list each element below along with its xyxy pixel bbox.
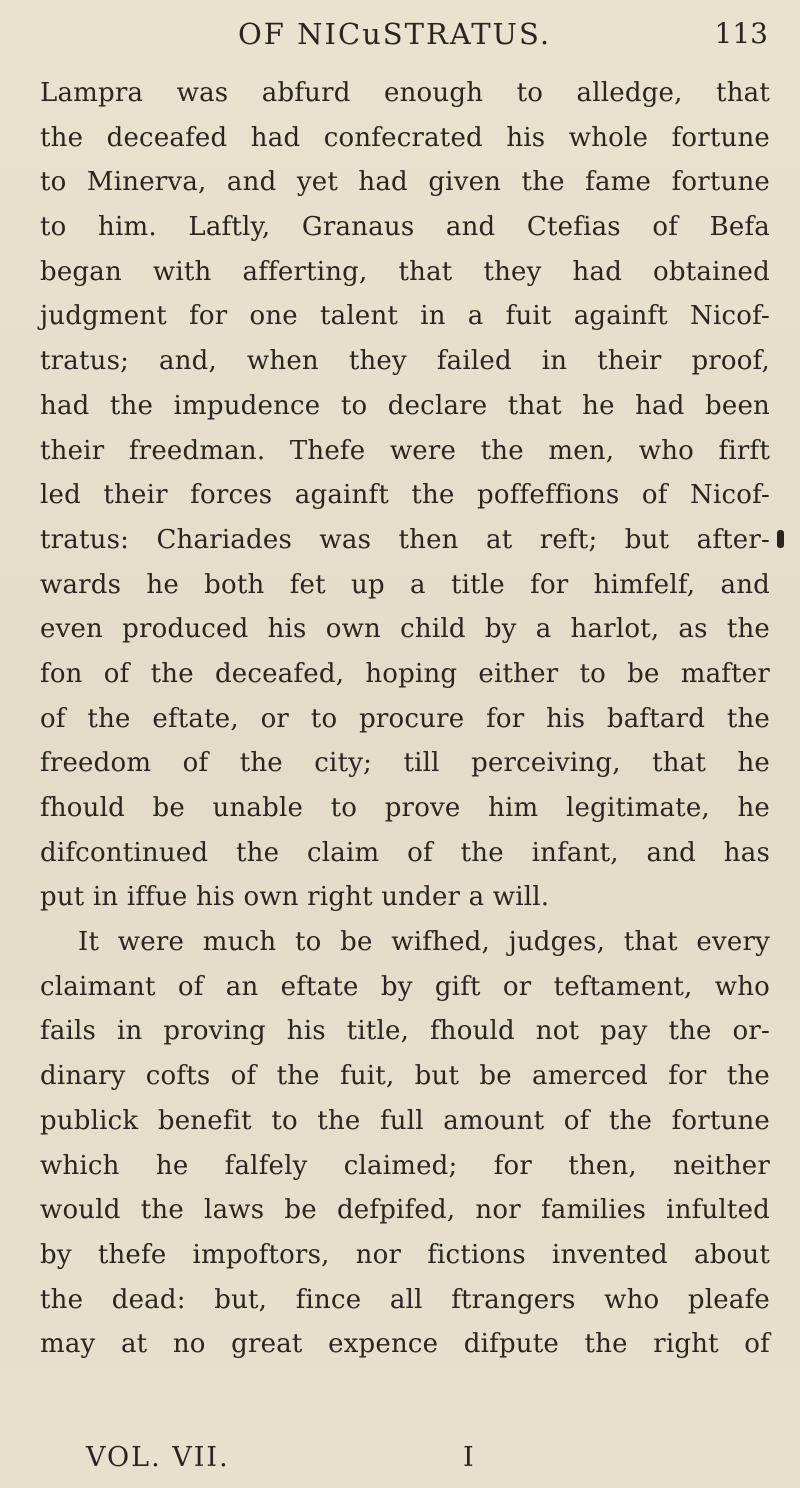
text-line: tratus; and, when they failed in their proof, xyxy=(40,346,770,377)
text-line: had the impudence to declare that he had been xyxy=(40,390,770,421)
text-line: publick benefit to the full amount of the fortune xyxy=(40,1105,770,1136)
text-line: judgment for one talent in a fuit againft Nicof- xyxy=(40,301,770,332)
running-title: OF NICuSTRATUS. xyxy=(238,17,552,51)
text-line: their freedman. Thefe were the men, who firft xyxy=(40,435,770,466)
text-line: fhould be unable to prove him legitimate, he xyxy=(40,793,770,823)
paragraph-end-line: put in iffue his own right under a will. xyxy=(40,882,550,913)
text-line: fails in proving his title, fhould not pay the or- xyxy=(40,1016,770,1047)
text-line: to Minerva, and yet had given the fame fortune xyxy=(40,167,770,198)
text-line: to him. Laftly, Granaus and Ctefias of Befa xyxy=(40,212,770,243)
body-text xyxy=(40,71,770,1367)
margin-ink-mark xyxy=(777,530,784,548)
text-line: difcontinued the claim of the infant, and has xyxy=(40,837,770,868)
text-line: even produced his own child by a harlot, as the xyxy=(40,614,770,645)
page-footer xyxy=(0,1438,800,1478)
text-line: of the eftate, or to procure for his baftard the xyxy=(40,703,770,734)
text-line: claimant of an eftate by gift or teftament, who xyxy=(40,971,770,1002)
running-head xyxy=(0,14,800,54)
text-line: Lampra was abfurd enough to alledge, that xyxy=(40,78,770,108)
text-line: the dead: but, fince all ftrangers who pleafe xyxy=(40,1284,770,1315)
text-line: tratus: Chariades was then at reft; but after- xyxy=(40,524,770,555)
text-line: freedom of the city; till perceiving, that he xyxy=(40,748,770,779)
text-line: the deceafed had confecrated his whole fortune xyxy=(40,122,770,153)
text-line: may at no great expence difpute the right of xyxy=(40,1329,770,1360)
signature-mark: I xyxy=(463,1442,474,1473)
text-line: led their forces againft the poffeffions of Nicof- xyxy=(40,480,770,511)
text-line: would the laws be defpifed, nor families infulted xyxy=(40,1195,770,1226)
page-number: 113 xyxy=(714,17,768,50)
text-line: dinary cofts of the fuit, but be amerced for the xyxy=(40,1061,770,1092)
text-line: began with afferting, that they had obtained xyxy=(40,256,770,287)
paragraph-start-line: It were much to be wifhed, judges, that every xyxy=(78,927,770,958)
text-line: which he falfely claimed; for then, neither xyxy=(40,1150,770,1181)
text-line: fon of the deceafed, hoping either to be mafter xyxy=(40,658,770,689)
text-line: wards he both fet up a title for himfelf, and xyxy=(40,569,770,600)
text-line: by thefe impoftors, nor fictions invented about xyxy=(40,1239,770,1270)
volume-signature: VOL. VII. xyxy=(86,1442,230,1473)
